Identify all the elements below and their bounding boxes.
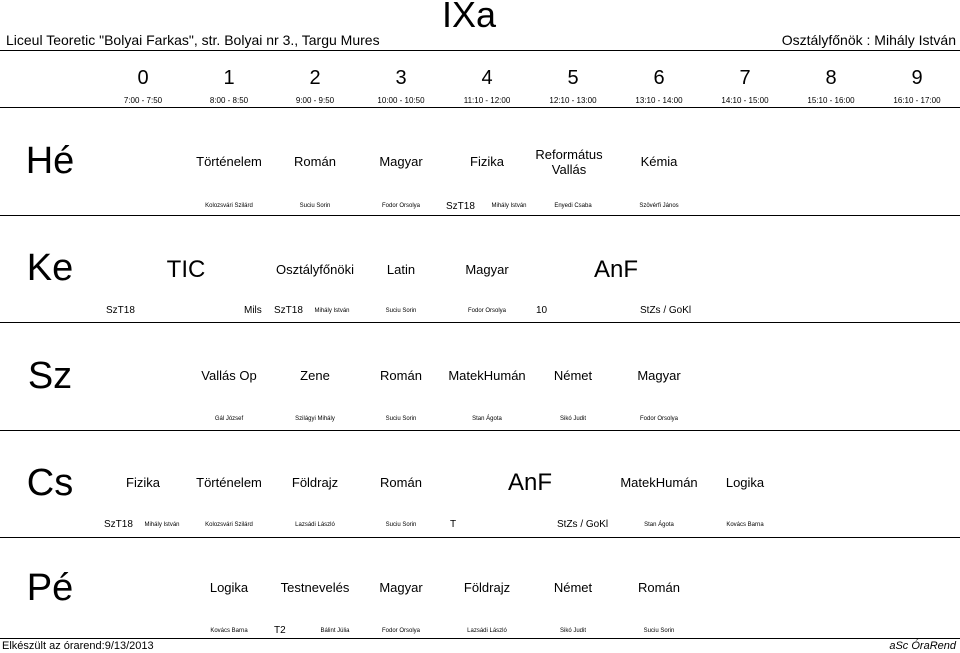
period-time: 15:10 - 16:00 <box>807 96 855 105</box>
lesson-teacher: Enyedi Csaba <box>554 203 592 209</box>
lesson-subject: Testnevelés <box>280 580 350 595</box>
lesson-subject: Kémia <box>640 154 678 169</box>
lesson-teacher: Kolozsvári Szilárd <box>205 203 253 209</box>
period-number: 3 <box>395 67 407 89</box>
lesson-teacher: Suciu Sorin <box>385 416 417 422</box>
period-time: 12:10 - 13:00 <box>549 96 597 105</box>
lesson-teacher: Bálint Júlia <box>320 628 350 634</box>
lesson-subject: AnF <box>593 256 638 283</box>
lesson-teacher: Fodor Orsolya <box>381 203 420 209</box>
lesson-room: SzT18 <box>104 519 133 530</box>
lesson-subject: Fizika <box>470 154 504 169</box>
class-master: Osztályfőnök : Mihály István <box>781 32 956 48</box>
lesson-room: StZs / GoKl <box>640 305 692 316</box>
lesson-teacher: Szilágyi Mihály <box>295 416 335 422</box>
lesson-subject: Magyar <box>637 368 681 383</box>
lesson-subject: Román <box>294 154 336 169</box>
day-label: Cs <box>26 462 74 504</box>
period-number: 6 <box>653 67 665 89</box>
lesson-subject: MatekHumán <box>620 475 698 490</box>
lesson-teacher: Mihály István <box>314 308 350 314</box>
lesson-subject: Román <box>380 368 422 383</box>
grid-line <box>0 430 960 431</box>
period-number: 9 <box>911 67 923 89</box>
lesson-teacher: Gál József <box>214 416 244 422</box>
period-time: 14:10 - 15:00 <box>721 96 769 105</box>
lesson-subject: Földrajz <box>291 475 339 490</box>
grid-line <box>0 638 960 639</box>
lesson-subject: Fizika <box>126 475 160 490</box>
lesson-teacher: Kovács Barna <box>726 522 764 528</box>
lesson-subject: MatekHumán <box>448 368 526 383</box>
lesson-teacher: Lazsádi László <box>467 628 507 634</box>
lesson-subject: Német <box>553 580 593 595</box>
lesson-subject: Vallás Op <box>201 368 257 383</box>
lesson-teacher: Kolozsvári Szilárd <box>205 522 253 528</box>
lesson-subject: Földrajz <box>463 580 511 595</box>
lesson-teacher: Suciu Sorin <box>385 522 417 528</box>
lesson-room: SzT18 <box>446 201 475 212</box>
lesson-teacher: Mihály István <box>491 203 527 209</box>
lesson-teacher: Fodor Orsolya <box>381 628 420 634</box>
period-time: 11:10 - 12:00 <box>463 96 511 105</box>
lesson-teacher: Fodor Orsolya <box>467 308 506 314</box>
grid-line <box>0 537 960 538</box>
period-time: 16:10 - 17:00 <box>893 96 941 105</box>
lesson-teacher: Lazsádi László <box>295 522 335 528</box>
period-number: 8 <box>825 67 837 89</box>
lesson-room: SzT18 <box>106 305 135 316</box>
grid-line <box>0 50 960 51</box>
day-label: Ke <box>26 247 74 289</box>
period-number: 4 <box>481 67 493 89</box>
lesson-teacher: Szövérfi János <box>639 203 679 209</box>
lesson-teacher: Suciu Sorin <box>385 308 417 314</box>
lesson-subject: Logika <box>725 475 765 490</box>
period-time: 8:00 - 8:50 <box>209 96 249 105</box>
lesson-teacher: Sikó Judit <box>559 416 586 422</box>
lesson-room: Mils <box>244 305 262 316</box>
lesson-teacher: Stan Ágota <box>472 416 502 422</box>
lesson-subject: Magyar <box>379 154 423 169</box>
lesson-room: StZs / GoKl <box>557 519 609 530</box>
period-number: 7 <box>739 67 751 89</box>
lesson-room: T <box>450 519 457 530</box>
lesson-subject: Magyar <box>379 580 423 595</box>
lesson-teacher: Sikó Judit <box>559 628 586 634</box>
lesson-teacher: Kovács Barna <box>210 628 248 634</box>
lesson-subject: Román <box>638 580 680 595</box>
lesson-room: SzT18 <box>274 305 303 316</box>
grid-line <box>0 322 960 323</box>
lesson-subject: Osztályfőnöki <box>275 262 355 277</box>
period-number: 1 <box>223 67 235 89</box>
day-label: Sz <box>27 355 73 397</box>
lesson-subject: Történelem <box>196 475 262 490</box>
lesson-subject: Történelem <box>196 154 262 169</box>
class-title: IXa <box>442 0 497 35</box>
day-label: Hé <box>25 140 75 182</box>
period-time: 7:00 - 7:50 <box>123 96 163 105</box>
lesson-subject: Román <box>380 475 422 490</box>
period-number: 5 <box>567 67 579 89</box>
lesson-subject: Magyar <box>465 262 509 277</box>
lesson-subject: Logika <box>209 580 249 595</box>
lesson-teacher: Mihály István <box>144 522 180 528</box>
lesson-subject: Német <box>553 368 593 383</box>
lesson-teacher: Fodor Orsolya <box>639 416 678 422</box>
period-time: 9:00 - 9:50 <box>295 96 335 105</box>
lesson-room: 10 <box>536 305 548 316</box>
period-number: 0 <box>137 67 149 89</box>
generated-date: Elkészült az órarend:9/13/2013 <box>2 640 154 652</box>
period-time: 13:10 - 14:00 <box>635 96 683 105</box>
lesson-subject: Latin <box>386 262 416 277</box>
period-time: 10:00 - 10:50 <box>377 96 425 105</box>
lesson-room: T2 <box>274 625 286 636</box>
brand-label: aSc ÓraRend <box>889 640 956 652</box>
lesson-teacher: Suciu Sorin <box>299 203 331 209</box>
lesson-subject: Református Vallás <box>535 147 603 177</box>
period-number: 2 <box>309 67 321 89</box>
lesson-subject: AnF <box>507 469 552 496</box>
lesson-subject: TIC <box>166 256 206 283</box>
lesson-teacher: Stan Ágota <box>644 522 674 528</box>
lesson-subject: Zene <box>300 368 330 383</box>
grid-line <box>0 107 960 108</box>
lesson-teacher: Suciu Sorin <box>643 628 675 634</box>
grid-line <box>0 215 960 216</box>
day-label: Pé <box>26 567 74 609</box>
school-name: Liceul Teoretic "Bolyai Farkas", str. Bolyai nr 3., Targu Mures <box>6 32 380 48</box>
